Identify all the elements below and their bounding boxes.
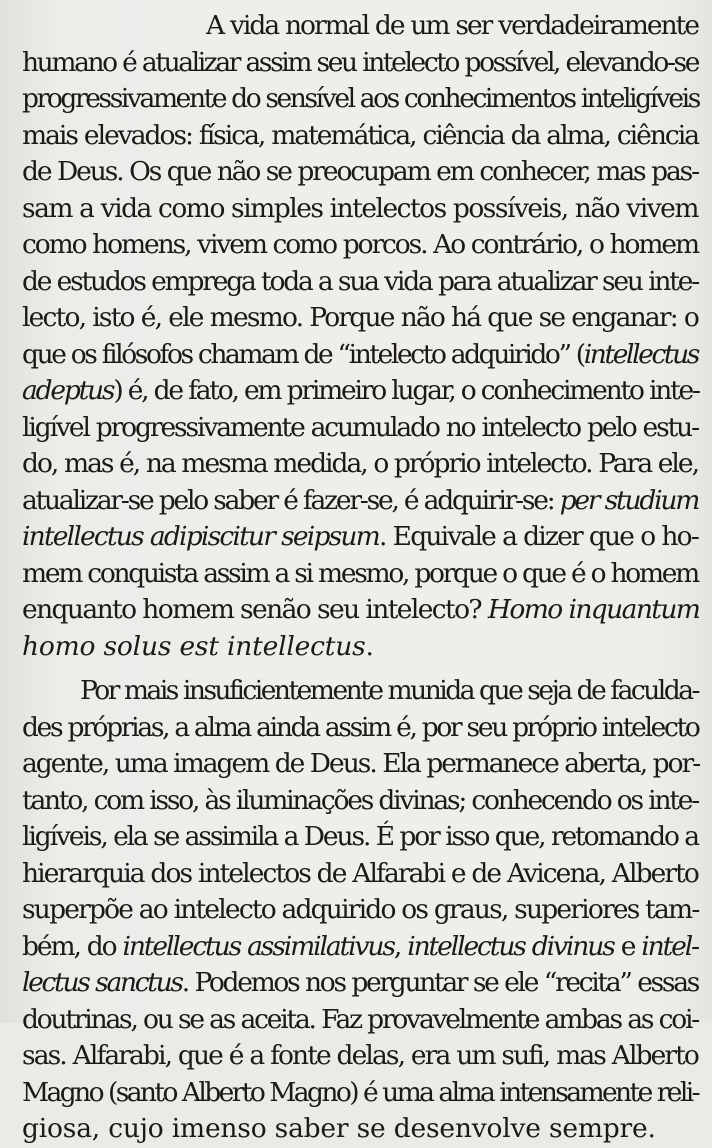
text-line: do, mas é, na mesma medida, o próprio intelecto. Para ele, [22,448,698,479]
text-line: humano é atualizar assim seu intelecto possível, elevando-se [22,46,698,78]
latin-term: Homo inquantum [487,594,700,625]
paragraph-1 [22,8,698,665]
text-line: progressivamente do sensível aos conhecimentos inteligíveis [22,83,699,114]
latin-term: lectus sanctus [22,967,182,998]
text-line: intellectus adipiscitur seipsum. Equivale a dizer que o ho- [22,521,698,552]
text-line: doutrinas, ou se as aceita. Faz provavelmente ambas as coi- [22,1003,698,1035]
text-line: Magno (santo Alberto Magno) é uma alma intensamente reli- [22,1076,698,1108]
text-line: ligível progressivamente acumulado no intelecto pelo estu- [22,411,698,443]
text-line: des próprias, a alma ainda assim é, por seu próprio intelecto [22,711,699,743]
text-line: adeptus) é, de fato, em primeiro lugar, o conhecimento inte- [22,375,699,406]
text-line: mais elevados: física, matemática, ciência da alma, ciência [22,119,698,151]
text-line: giosa, cujo imenso saber se desenvolve sempre. [22,1113,656,1144]
text-line: sam a vida como simples intelectos possíveis, não vivem [22,192,698,224]
latin-term: homo solus est intellectus [22,630,366,662]
text-line: como homens, vivem como porcos. Ao contrário, o homem [22,229,698,260]
text-line: sas. Alfarabi, que é a fonte delas, era um sufi, mas Alberto [22,1040,698,1071]
text-line: bém, do intellectus assimilativus, intellectus divinus e intel- [22,930,698,962]
text-line: A vida normal de um ser verdadeiramente [206,10,698,41]
text-line: enquanto homem senão seu intelecto? Homo inquantum [22,594,700,625]
text-line: superpõe ao intelecto adquirido os graus, superiores tam- [22,894,699,925]
body-text [22,8,698,1148]
latin-term: intellectus adipiscitur seipsum [22,521,380,552]
text-line: ligíveis, ela se assimila a Deus. É por isso que, retomando a [22,821,698,852]
text-line: tanto, com isso, às iluminações divinas; conhecendo os inte- [22,784,698,816]
paragraph-gap [22,665,698,673]
text-line: atualizar-se pelo saber é fazer-se, é adquirir-se: per studium [22,484,699,516]
text-line: lecto, isto é, ele mesmo. Porque não há que se enganar: o [22,302,698,333]
text-line: agente, uma imagem de Deus. Ela permanece aberta, por- [22,748,700,779]
text-line: hierarquia dos intelectos de Alfarabi e de Avicena, Alberto [22,857,698,889]
latin-term: intellectus divinus [407,930,614,962]
text-line: que os filósofos chamam de “intelecto adquirido” (intellectus [22,338,698,370]
latin-term: intel- [641,930,698,962]
text-line: homo solus est intellectus. [22,630,374,662]
text-line: de estudos emprega toda a sua vida para atualizar seu inte- [22,265,698,297]
latin-term: adeptus [22,375,114,406]
latin-term: intellectus assimilativus [122,930,394,962]
text-line: de Deus. Os que não se preocupam em conhecer, mas pas- [22,156,698,187]
text-line: lectus sanctus. Podemos nos perguntar se ele “recita” essas [22,967,698,998]
latin-term: per studium [559,484,699,516]
text-line: Por mais insuficientemente munida que seja de faculda- [80,675,698,706]
text-line: mem conquista assim a si mesmo, porque o que é o homem [22,557,698,589]
latin-term: intellectus [583,338,698,370]
paragraph-2 [22,673,698,1148]
